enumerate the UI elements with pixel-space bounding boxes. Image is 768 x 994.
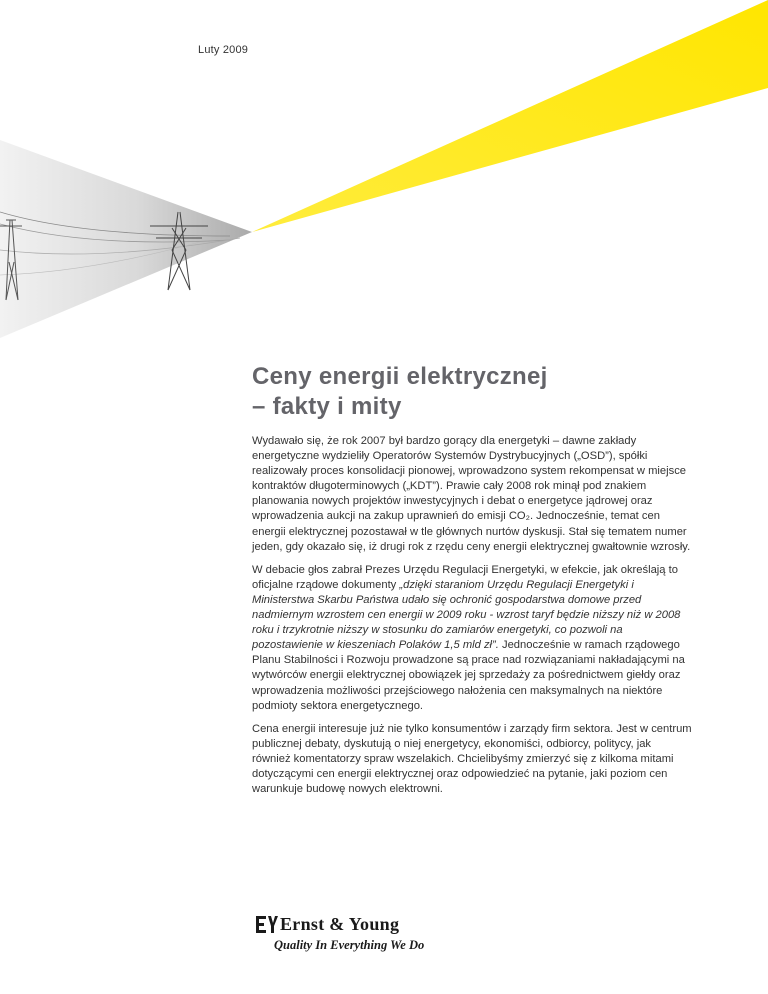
paragraph: Cena energii interesuje już nie tylko konsumentów i zarządy firm sektora. Jest w centrum publicznej debaty, dyskutują o niej energetycy, ekonomiści, odbiorcy, politycy, jak również komentatorzy spraw wszelakich. Chcielibyśmy zmierzyć się z kilkoma mitami dotyczącymi cen energii elektrycznej oraz odpowiedzieć na pytanie, jaki poziom cen warunkuje budowę nowych elektrowni. <box>252 722 692 796</box>
yellow-beam <box>252 0 768 232</box>
logo-name: Ernst & Young <box>280 914 400 934</box>
paragraph-rest: Jednocześnie w ramach rządowego Planu Stabilności i Rozwoju prowadzone są prace nad rozwiązaniami nakładającymi na wytwórców energii elektrycznej obowiązek jej sprzedaży za pośrednictwem giełdy oraz wprowadzenia możliwości przejściowego nałożenia cen maksymalnych na niektóre podmioty sektora energetycznego. <box>252 639 685 712</box>
ernst-young-logo <box>256 912 456 960</box>
quote: „dzięki staraniom Urzędu Regulacji Energetyki i Ministerstwa Skarbu Państwa udało się ochronić gospodarstwa domowe przed nadmiernym wzrostem cen energii w 2009 roku - wzrost taryf będzie niższy niż w 2008 roku i trzykrotnie niższy w stosunku do zamiarów energetyki, co pozwoli na pozostawienie w kieszeniach Polaków 1,5 mld zł”. <box>252 578 681 652</box>
photo-wedge <box>0 140 252 338</box>
title-line-2: – fakty i mity <box>252 393 402 420</box>
ey-mark-icon <box>256 914 278 936</box>
cover-graphic <box>0 0 768 400</box>
logo-tagline: Quality In Everything We Do <box>274 938 425 952</box>
title-line-1: Ceny energii elektrycznej <box>252 363 548 390</box>
document-date: Luty 2009 <box>198 44 249 56</box>
paragraph-intro: W debacie głos zabrał Prezes Urzędu Regulacji Energetyki, w efekcie, jak określają to oficjalne rządowe dokumenty <box>252 563 678 591</box>
paragraph <box>252 563 692 714</box>
paragraph: Wydawało się, że rok 2007 był bardzo gorący dla energetyki – dawne zakłady energetyczne wydzieliły Operatorów Systemów Dystrybucyjnych („OSD”), spółki realizowały proces konsolidacji pionowej, wprowadzono system rekompensat w miejsce kontraktów długoterminowych („KDT”). Prawie cały 2008 rok minął pod znakiem planowania nowych projektów inwestycyjnych i debat o energetyce jądrowej oraz wprowadzenia aukcji na zakup uprawnień do emisji CO₂. Jednocześnie, temat cen energii elektrycznej pozostawał w tle głównych nurtów dyskusji. Stał się tematem numer jeden, gdy okazało się, iż drugi rok z rzędu ceny energii elektrycznej gwałtownie wzrosły. <box>252 435 691 553</box>
document-title <box>252 362 692 422</box>
document-body <box>252 434 692 805</box>
